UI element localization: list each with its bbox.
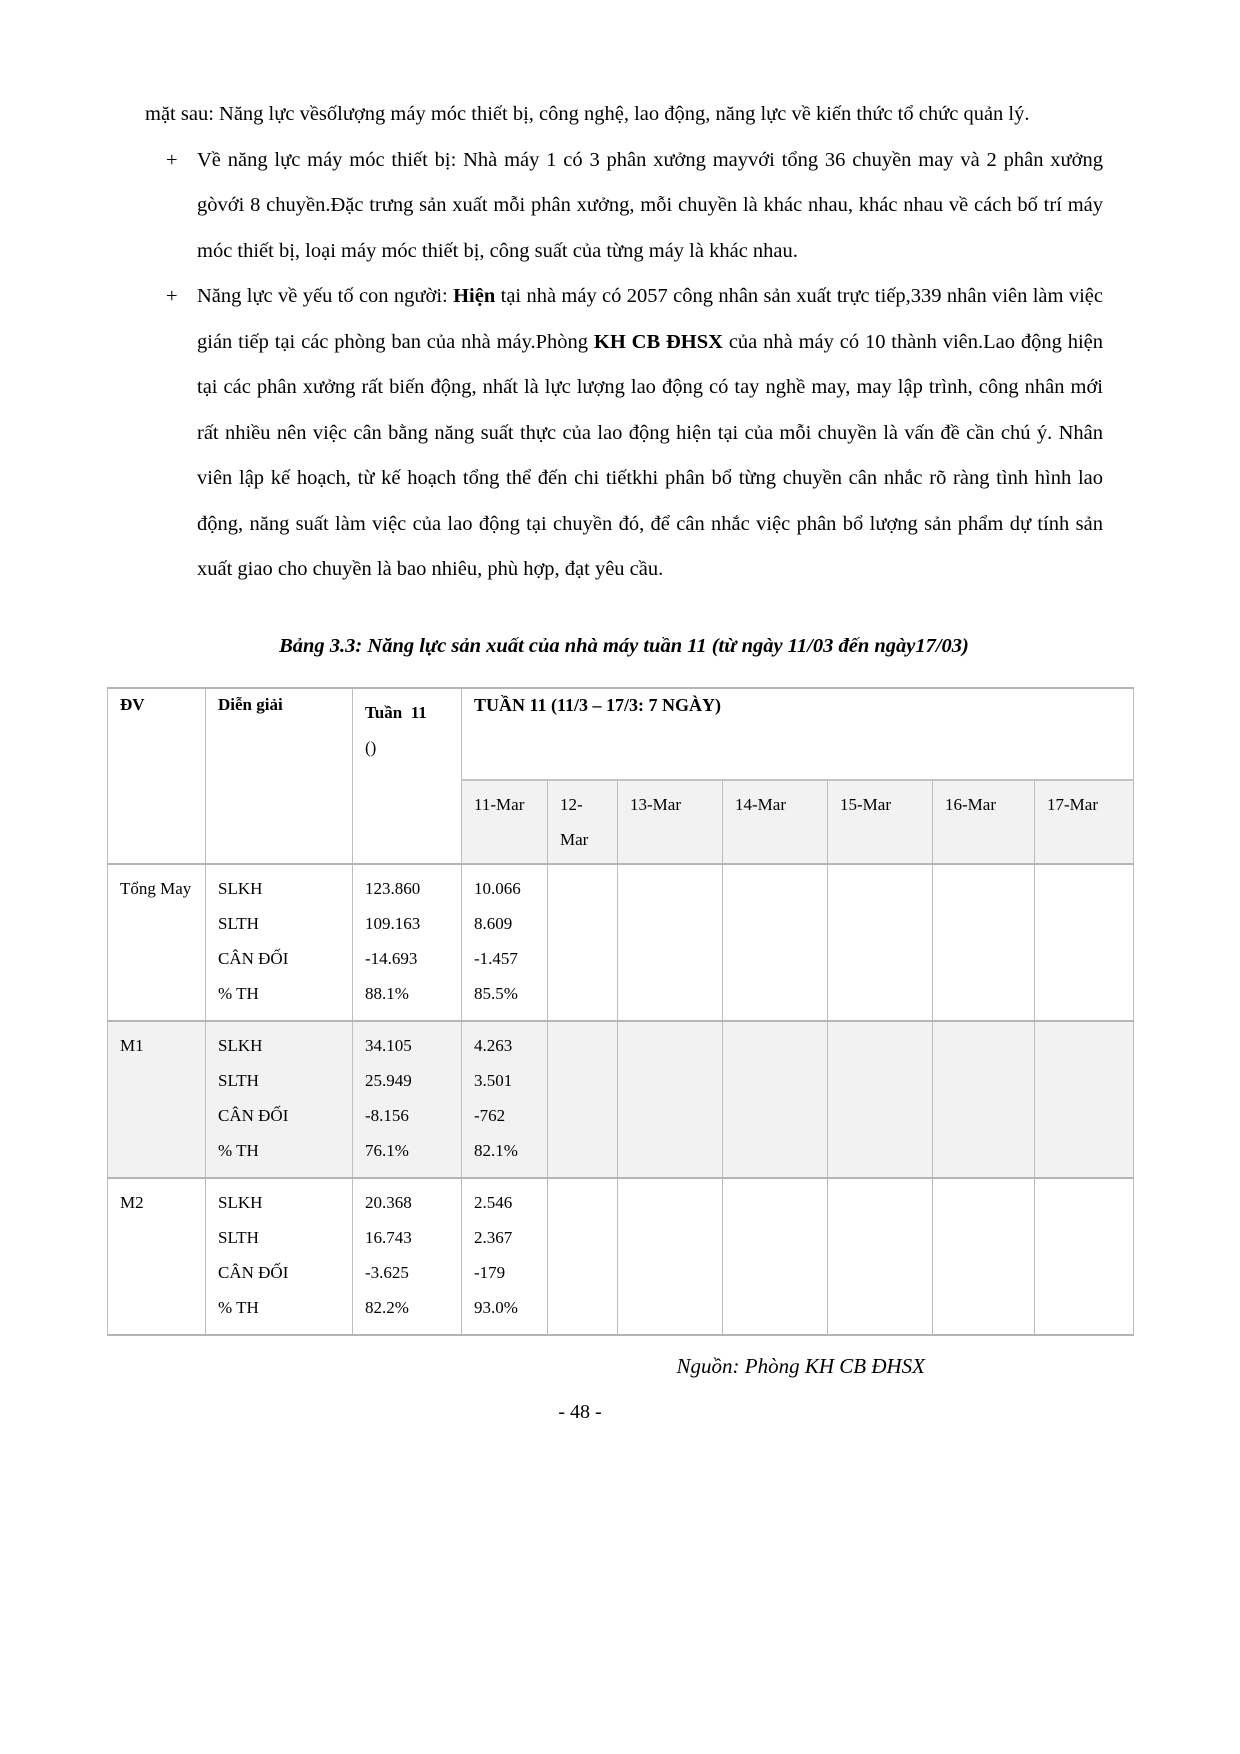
col-header-dv: ĐV: [108, 688, 206, 864]
row-label: SLKH: [218, 1035, 263, 1055]
page-number: - 48 -: [558, 1400, 602, 1423]
value: 2.367: [474, 1227, 513, 1247]
tuan-parens: (): [365, 737, 377, 757]
value: -1.457: [474, 948, 518, 968]
value: 88.1%: [365, 983, 409, 1003]
value: 4.263: [474, 1035, 513, 1055]
table-row-tong-may: [108, 864, 1134, 1021]
bullet-people-text: [197, 274, 1103, 593]
capacity-table: [107, 687, 1134, 1336]
empty-cell: [1035, 1178, 1134, 1335]
row-label: SLTH: [218, 1227, 259, 1247]
labels-cell: [206, 864, 353, 1021]
value: 76.1%: [365, 1140, 409, 1160]
row-label: % TH: [218, 1140, 259, 1160]
row-label: SLTH: [218, 913, 259, 933]
mar11-values-cell: [462, 1178, 548, 1335]
value: 2.546: [474, 1192, 513, 1212]
value: 82.2%: [365, 1297, 409, 1317]
mar11-values-cell: [462, 864, 548, 1021]
value: -3.625: [365, 1262, 409, 1282]
text-segment-bold: KH CB ĐHSX: [593, 330, 723, 353]
row-label: CÂN ĐỐI: [218, 948, 289, 968]
table-caption: Bảng 3.3: Năng lực sản xuất của nhà máy tuần 11 (từ ngày 11/03 đến ngày17/03): [279, 634, 969, 657]
row-label: SLTH: [218, 1070, 259, 1090]
labels-cell: [206, 1178, 353, 1335]
date-header-13mar: 13-Mar: [618, 780, 723, 864]
value: 8.609: [474, 913, 513, 933]
empty-cell: [933, 1021, 1035, 1178]
row-label: SLKH: [218, 1192, 263, 1212]
table-source-note: Nguồn: Phòng KH CB ĐHSX: [676, 1353, 925, 1378]
tuan-label: Tuần 11: [365, 702, 427, 722]
value: 85.5%: [474, 983, 518, 1003]
intro-paragraph: mặt sau: Năng lực vềsốlượng máy móc thiết bị, công nghệ, lao động, năng lực về kiến thức tổ chức quản lý.: [145, 103, 1030, 125]
table-row-m2: [108, 1178, 1134, 1335]
table-row-m1: [108, 1021, 1134, 1178]
text-segment: Về năng lực máy móc thiết bị: Nhà máy 1 có 3 phân xưởng mayvới tổng 36 chuyền may và 2 phân xưởng gòvới 8 chuyền.Đặc trưng sản xuất mỗi phân xưởng, mỗi chuyền là khác nhau, khác nhau về cách bố trí máy móc thiết bị, loại máy móc thiết bị, công suất của từng máy là khác nhau.: [197, 148, 1103, 262]
table-header-row: [108, 688, 1134, 780]
empty-cell: [933, 1178, 1035, 1335]
empty-cell: [548, 1021, 618, 1178]
unit-cell: M2: [108, 1178, 206, 1335]
value: 93.0%: [474, 1297, 518, 1317]
empty-cell: [548, 864, 618, 1021]
empty-cell: [828, 864, 933, 1021]
bullet-marker: +: [166, 148, 178, 171]
empty-cell: [548, 1178, 618, 1335]
date-header-12mar: 12-Mar: [548, 780, 618, 864]
text-segment-bold: Hiện: [453, 285, 496, 307]
date-header-16mar: 16-Mar: [933, 780, 1035, 864]
unit-cell: Tổng May: [108, 864, 206, 1021]
value: 34.105: [365, 1035, 412, 1055]
date-header-17mar: 17-Mar: [1035, 780, 1134, 864]
labels-cell: [206, 1021, 353, 1178]
date-header-14mar: 14-Mar: [723, 780, 828, 864]
week-values-cell: [353, 1178, 462, 1335]
value: 16.743: [365, 1227, 412, 1247]
value: 3.501: [474, 1070, 513, 1090]
row-label: CÂN ĐỐI: [218, 1105, 289, 1125]
text-segment: của nhà máy có 10 thành viên.Lao động hiện tại các phân xưởng rất biến động, nhất là lực lượng lao động có tay nghề may, may lập trình, công nhân mới rất nhiều nên việc cân bằng năng suất thực của lao động hiện tại của mỗi chuyền là vấn đề cần chú ý. Nhân viên lập kế hoạch, từ kế hoạch tổng thể đến chi tiếtkhi phân bổ từng chuyền cân nhắc rõ ràng tình hình lao động, năng suất làm việc của lao động tại chuyền đó, để cân nhắc việc phân bổ lượng sản phẩm dự tính sản xuất giao cho chuyền là bao nhiêu, phù hợp, đạt yêu cầu.: [197, 330, 1103, 580]
empty-cell: [723, 1178, 828, 1335]
value: 82.1%: [474, 1140, 518, 1160]
text-segment: Năng lực về yếu tố con người:: [197, 285, 454, 307]
row-label: SLKH: [218, 878, 263, 898]
empty-cell: [1035, 864, 1134, 1021]
value: -179: [474, 1262, 506, 1282]
empty-cell: [723, 1021, 828, 1178]
bullet-people: [145, 274, 1103, 593]
date-header-15mar: 15-Mar: [828, 780, 933, 864]
empty-cell: [1035, 1021, 1134, 1178]
col-header-week-span: TUẦN 11 (11/3 – 17/3: 7 NGÀY): [462, 688, 1134, 780]
col-header-dien-giai: Diễn giải: [206, 688, 353, 864]
value: -762: [474, 1105, 506, 1125]
body-text: [145, 0, 1103, 661]
week-values-cell: [353, 864, 462, 1021]
value: 25.949: [365, 1070, 412, 1090]
bullet-machines: [145, 138, 1103, 275]
value: 109.163: [365, 913, 421, 933]
value: 10.066: [474, 878, 521, 898]
unit-cell: M1: [108, 1021, 206, 1178]
empty-cell: [723, 864, 828, 1021]
empty-cell: [618, 1178, 723, 1335]
empty-cell: [618, 1021, 723, 1178]
mar11-values-cell: [462, 1021, 548, 1178]
value: 20.368: [365, 1192, 412, 1212]
empty-cell: [828, 1021, 933, 1178]
row-label: % TH: [218, 1297, 259, 1317]
week-values-cell: [353, 1021, 462, 1178]
empty-cell: [618, 864, 723, 1021]
col-header-tuan: [353, 688, 462, 864]
row-label: % TH: [218, 983, 259, 1003]
value: -14.693: [365, 948, 418, 968]
bullet-machines-text: [197, 138, 1103, 275]
value: -8.156: [365, 1105, 409, 1125]
value: 123.860: [365, 878, 421, 898]
row-label: CÂN ĐỐI: [218, 1262, 289, 1282]
empty-cell: [933, 864, 1035, 1021]
text-segment: tại nhà máy có 2057 công nhân sản xuất trực tiếp,339 nhân viên làm việc gián tiếp tại các phòng ban của nhà máy.Phòng: [197, 285, 1103, 353]
date-header-11mar: 11-Mar: [462, 780, 548, 864]
empty-cell: [828, 1178, 933, 1335]
bullet-marker: +: [166, 285, 178, 307]
